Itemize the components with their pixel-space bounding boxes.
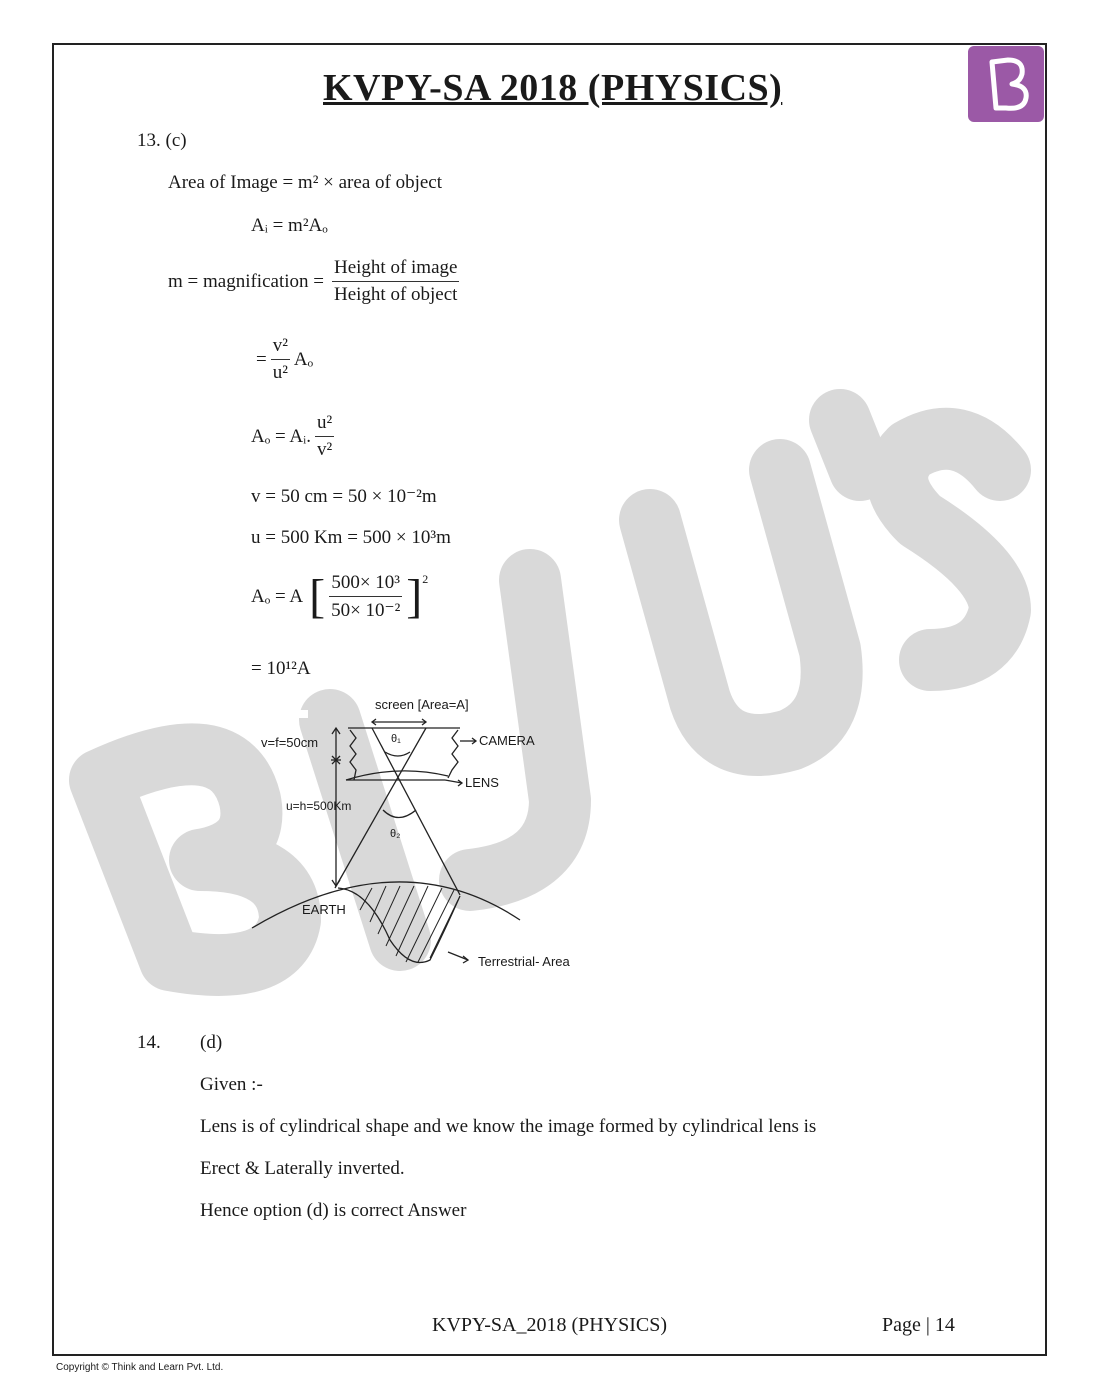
q13-v-line: v = 50 cm = 50 × 10⁻²m <box>251 486 437 507</box>
q14-line2: Erect & Laterally inverted. <box>200 1158 405 1179</box>
mag-denominator: Height of object <box>333 284 458 305</box>
q13-ao-eq <box>251 572 428 622</box>
left-bracket: [ <box>309 570 326 623</box>
eq3-den: u² <box>272 362 288 383</box>
q13-magnification <box>168 257 463 306</box>
eq3-suffix: Aₒ <box>293 348 314 370</box>
theta1-label: θ₁ <box>391 733 401 745</box>
q14-given: Given :- <box>200 1074 263 1095</box>
eq3-prefix: = <box>256 348 267 370</box>
logo-b-icon <box>968 46 1044 122</box>
ao-prefix: Aₒ = A <box>251 586 304 607</box>
q13-u-line: u = 500 Km = 500 × 10³m <box>251 527 451 548</box>
camera-label: CAMERA <box>479 733 535 748</box>
ao-den: 50× 10⁻² <box>331 600 401 621</box>
u-label: u=h=500Km <box>286 799 352 813</box>
q13-eq4 <box>251 412 338 461</box>
eq3-num: v² <box>271 335 290 360</box>
q13-result: = 10¹²A <box>251 658 311 679</box>
mag-lhs: m = magnification = <box>168 270 324 292</box>
earth-label: EARTH <box>302 902 346 917</box>
eq4-num: u² <box>315 412 334 437</box>
theta2-label: θ₂ <box>390 828 401 840</box>
q13-line-ai: Aᵢ = m²Aₒ <box>251 215 328 236</box>
eq4-prefix: Aₒ = Aᵢ. <box>251 425 311 447</box>
page-title: KVPY-SA 2018 (PHYSICS) <box>323 67 783 109</box>
q13-line-area: Area of Image = m² × area of object <box>168 172 442 193</box>
copyright: Copyright © Think and Learn Pvt. Ltd. <box>56 1362 224 1373</box>
right-bracket: ] <box>406 570 423 623</box>
q13-eq3 <box>256 335 313 384</box>
lens-label: LENS <box>465 775 499 790</box>
question-14-answer: (d) <box>200 1032 223 1053</box>
v-label: v=f=50cm <box>261 735 319 750</box>
footer-title: KVPY-SA_2018 (PHYSICS) <box>432 1314 668 1336</box>
terrestrial-area-label: Terrestrial- Area <box>478 954 570 969</box>
ao-power: 2 <box>422 572 429 586</box>
ao-num: 500× 10³ <box>329 572 402 597</box>
page-number: Page | 14 <box>882 1314 955 1336</box>
screen-label: screen [Area=A] <box>375 697 469 712</box>
q14-line1: Lens is of cylindrical shape and we know the image formed by cylindrical lens is <box>200 1116 817 1137</box>
mag-numerator: Height of image <box>332 257 459 282</box>
q14-line3: Hence option (d) is correct Answer <box>200 1200 467 1221</box>
camera-lens-earth-diagram <box>240 690 620 980</box>
question-13-number: 13. (c) <box>137 130 187 151</box>
byjus-logo <box>968 46 1044 122</box>
eq4-den: v² <box>316 439 333 460</box>
question-14-number: 14. <box>137 1032 161 1053</box>
